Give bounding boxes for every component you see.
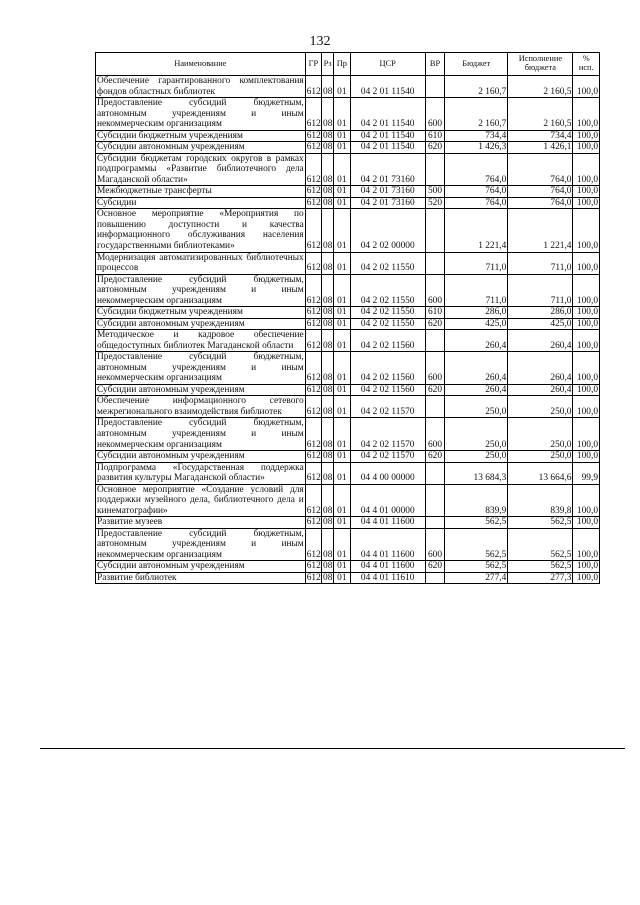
cell-budget: 260,4 [445,330,508,352]
cell-execution: 277,3 [508,572,573,584]
header-percent: % исп. [573,53,600,76]
budget-table [95,52,600,584]
table-row [96,130,600,142]
cell-csr: 04 2 01 11540 [350,142,425,154]
cell-rz: 08 [322,352,334,385]
cell-gr: 612 [305,418,321,451]
cell-gr: 612 [305,274,321,307]
cell-percent: 100,0 [573,528,600,561]
cell-name: Основное мероприятие «Мероприятия по повышению доступности и качества информационного обслуживания населения государственными библиотеками» [97,209,304,251]
cell-pr: 01 [334,318,350,330]
cell-execution: 425,0 [508,318,573,330]
cell-vr [425,396,444,418]
cell-rz: 08 [322,396,334,418]
table-row [96,517,600,529]
cell-csr: 04 2 01 73160 [350,197,425,209]
cell-rz: 08 [322,528,334,561]
header-vr: ВР [425,53,444,76]
cell-csr: 04 2 02 11550 [350,274,425,307]
cell-pr: 01 [334,142,350,154]
cell-csr: 04 2 02 11550 [350,318,425,330]
cell-vr: 620 [425,561,444,573]
cell-gr: 612 [306,384,321,395]
cell-name: Предоставление субсидий бюджетным, автономным учреждениям и иным некоммерческим организациям [97,528,304,560]
cell-rz: 08 [322,76,334,98]
cell-execution: 764,0 [508,153,573,186]
cell-vr: 600 [425,98,444,131]
cell-vr: 500 [425,186,444,198]
cell-pr: 01 [334,352,350,385]
cell-csr: 04 2 02 11550 [350,307,425,319]
cell-execution: 764,0 [508,197,573,209]
header-rz: Рз [322,53,334,76]
cell-budget: 250,0 [445,451,508,463]
cell-csr: 04 2 02 11560 [350,384,425,396]
cell-name: Субсидии автономным учреждениям [96,318,306,330]
cell-execution: 1 221,4 [508,209,573,252]
cell-vr [425,462,444,484]
table-header [96,53,600,76]
cell-rz: 08 [323,197,333,208]
cell-budget: 711,0 [445,274,508,307]
cell-name: Методическое и кадровое обеспечение общедоступных библиотек Магаданской области [97,330,304,351]
table-row [96,462,600,484]
cell-execution: 286,0 [508,307,573,319]
cell-name: Обеспечение гарантированного комплектования фондов областных библиотек [97,76,304,97]
table-body [96,76,600,584]
cell-budget: 1 426,3 [445,142,508,154]
cell-name: Подпрограмма «Государственная поддержка развития культуры Магаданской области» [97,462,304,484]
table-row [96,186,600,198]
cell-csr: 04 2 02 11550 [350,252,425,274]
cell-name: Модернизация автоматизированных библиотечных процессов [97,252,304,274]
cell-percent: 100,0 [573,209,600,252]
table-row [96,330,600,352]
cell-execution: 260,4 [508,384,573,396]
cell-csr: 04 2 01 11540 [350,130,425,142]
cell-percent: 100,0 [573,330,600,352]
cell-budget: 764,0 [445,197,508,209]
cell-pr: 01 [334,186,350,198]
cell-execution: 250,0 [508,418,573,451]
cell-rz: 08 [323,517,333,528]
cell-vr: 620 [425,142,444,154]
cell-budget: 562,5 [445,561,508,573]
cell-budget: 250,0 [445,418,508,451]
cell-vr: 620 [425,451,444,463]
cell-execution: 13 664,6 [508,462,573,484]
cell-percent: 100,0 [573,484,600,517]
cell-percent: 100,0 [573,252,600,274]
cell-csr: 04 2 02 11560 [350,330,425,352]
table-row [96,252,600,274]
cell-csr: 04 2 01 11540 [350,76,425,98]
cell-gr: 612 [305,484,321,517]
cell-pr: 01 [334,209,350,252]
cell-rz: 08 [323,561,333,572]
cell-budget: 1 221,4 [445,209,508,252]
cell-gr: 612 [305,462,321,484]
cell-csr: 04 2 02 11570 [350,451,425,463]
table-row [96,153,600,186]
table-row [96,572,600,584]
cell-vr: 620 [425,384,444,396]
cell-name: Развитие музеев [96,517,306,529]
cell-percent: 100,0 [573,318,600,330]
cell-budget: 260,4 [445,384,508,396]
header-budget: Бюджет [445,53,508,76]
cell-vr [425,330,444,352]
cell-budget: 260,4 [445,352,508,385]
cell-percent: 100,0 [573,98,600,131]
cell-rz: 08 [322,98,334,131]
cell-gr: 612 [305,153,321,186]
cell-percent: 100,0 [573,418,600,451]
cell-name: Субсидии бюджетам городских округов в рамках подпрограммы «Развитие библиотечного дела Магаданской области» [97,153,304,185]
table-row [96,396,600,418]
cell-rz: 08 [322,274,334,307]
cell-execution: 734,4 [508,130,573,142]
cell-pr: 01 [334,330,350,352]
cell-budget: 734,4 [445,130,508,142]
cell-vr: 520 [425,197,444,209]
cell-rz: 08 [323,384,333,395]
cell-budget: 764,0 [445,186,508,198]
cell-budget: 2 160,7 [445,76,508,98]
cell-rz: 08 [322,330,334,352]
header-gr: ГР [305,53,321,76]
cell-rz: 08 [323,451,333,462]
cell-percent: 100,0 [573,572,600,584]
cell-budget: 839,9 [445,484,508,517]
cell-name: Субсидии автономным учреждениям [96,142,306,154]
cell-vr [425,76,444,98]
cell-csr: 04 2 02 11560 [350,352,425,385]
cell-pr: 01 [334,572,350,584]
cell-budget: 13 684,3 [445,462,508,484]
cell-pr: 01 [334,384,350,396]
cell-percent: 100,0 [573,561,600,573]
cell-budget: 2 160,7 [445,98,508,131]
cell-rz: 08 [323,130,333,141]
cell-vr [425,153,444,186]
table-row [96,451,600,463]
cell-pr: 01 [334,418,350,451]
cell-percent: 100,0 [573,352,600,385]
cell-budget: 562,5 [445,528,508,561]
cell-csr: 04 4 01 11600 [350,561,425,573]
cell-vr [425,252,444,274]
header-pr: Пр [334,53,350,76]
cell-rz: 08 [322,462,334,484]
header-execution: Исполнение бюджета [508,53,573,76]
cell-percent: 100,0 [573,142,600,154]
cell-budget: 286,0 [445,307,508,319]
cell-gr: 612 [306,318,321,329]
cell-name: Субсидии бюджетным учреждениям [96,130,306,142]
cell-percent: 100,0 [573,130,600,142]
cell-gr: 612 [306,142,321,153]
cell-gr: 612 [305,209,321,252]
cell-gr: 612 [305,252,321,274]
cell-gr: 612 [305,396,321,418]
cell-execution: 1 426,1 [508,142,573,154]
cell-execution: 2 160,5 [508,98,573,131]
cell-pr: 01 [334,307,350,319]
cell-budget: 277,4 [445,572,508,584]
cell-percent: 100,0 [573,76,600,98]
cell-name: Субсидии автономным учреждениям [96,384,306,396]
cell-csr: 04 2 01 73160 [350,186,425,198]
cell-csr: 04 2 02 11570 [350,396,425,418]
header-csr: ЦСР [350,53,425,76]
cell-name: Основное мероприятие «Создание условий для поддержки музейного дела, библиотечного дела и кинематографии» [97,484,304,516]
cell-percent: 100,0 [573,274,600,307]
cell-csr: 04 4 01 11600 [350,517,425,529]
cell-vr: 620 [425,318,444,330]
cell-execution: 764,0 [508,186,573,198]
table-row [96,142,600,154]
cell-csr: 04 4 01 11610 [350,572,425,584]
table-row [96,528,600,561]
cell-rz: 08 [323,186,333,197]
table-row [96,274,600,307]
cell-pr: 01 [334,98,350,131]
table-row [96,484,600,517]
cell-pr: 01 [334,462,350,484]
cell-execution: 260,4 [508,330,573,352]
cell-csr: 04 2 02 11570 [350,418,425,451]
cell-name: Межбюджетные трансферты [96,186,306,198]
cell-execution: 839,8 [508,484,573,517]
cell-csr: 04 2 01 11540 [350,98,425,131]
cell-pr: 01 [334,197,350,209]
table-row [96,561,600,573]
cell-percent: 100,0 [573,186,600,198]
cell-gr: 612 [305,76,321,98]
cell-vr: 600 [425,528,444,561]
cell-name: Предоставление субсидий бюджетным, автономным учреждениям и иным некоммерческим организациям [97,98,304,130]
cell-gr: 612 [306,561,321,572]
cell-gr: 612 [306,572,321,583]
cell-vr [425,484,444,517]
cell-pr: 01 [334,484,350,517]
cell-percent: 100,0 [573,197,600,209]
cell-vr [425,209,444,252]
cell-budget: 425,0 [445,318,508,330]
cell-budget: 562,5 [445,517,508,529]
table-row [96,76,600,98]
cell-execution: 562,5 [508,517,573,529]
cell-pr: 01 [334,517,350,529]
cell-name: Субсидии автономным учреждениям [96,561,306,573]
header-row [96,53,600,76]
table-row [96,384,600,396]
cell-rz: 08 [323,142,333,153]
cell-vr: 610 [425,307,444,319]
table-row [96,418,600,451]
cell-gr: 612 [306,307,321,318]
cell-rz: 08 [322,153,334,186]
cell-pr: 01 [334,130,350,142]
cell-rz: 08 [323,318,333,329]
cell-execution: 711,0 [508,274,573,307]
page-number: 132 [309,34,331,49]
table-row [96,307,600,319]
cell-gr: 612 [306,130,321,141]
cell-gr: 612 [306,451,321,462]
cell-budget: 764,0 [445,153,508,186]
cell-name: Обеспечение информационного сетевого межрегионального взаимодействия библиотек [97,396,304,417]
cell-pr: 01 [334,561,350,573]
cell-rz: 08 [322,252,334,274]
cell-percent: 99,9 [573,462,600,484]
table-row [96,318,600,330]
cell-gr: 612 [305,98,321,131]
cell-pr: 01 [334,451,350,463]
cell-percent: 100,0 [573,451,600,463]
cell-percent: 100,0 [573,517,600,529]
cell-vr [425,572,444,584]
cell-execution: 711,0 [508,252,573,274]
cell-gr: 612 [305,352,321,385]
bottom-divider [40,748,625,749]
cell-pr: 01 [334,252,350,274]
cell-vr: 600 [425,352,444,385]
cell-gr: 612 [306,517,321,528]
cell-name: Субсидии бюджетным учреждениям [96,307,306,319]
cell-vr: 600 [425,418,444,451]
cell-execution: 260,4 [508,352,573,385]
cell-rz: 08 [322,484,334,517]
cell-execution: 2 160,5 [508,76,573,98]
cell-percent: 100,0 [573,307,600,319]
cell-csr: 04 4 01 00000 [350,484,425,517]
cell-budget: 711,0 [445,252,508,274]
table-row [96,352,600,385]
cell-csr: 04 4 01 11600 [350,528,425,561]
cell-pr: 01 [334,274,350,307]
cell-percent: 100,0 [573,396,600,418]
cell-vr [425,517,444,529]
cell-pr: 01 [334,396,350,418]
cell-rz: 08 [323,307,333,318]
cell-execution: 250,0 [508,451,573,463]
cell-rz: 08 [323,572,333,583]
cell-name: Предоставление субсидий бюджетным, автономным учреждениям и иным некоммерческим организациям [97,352,304,384]
header-name: Наименование [96,53,306,76]
cell-gr: 612 [305,330,321,352]
cell-percent: 100,0 [573,384,600,396]
cell-name: Предоставление субсидий бюджетным, автономным учреждениям и иным некоммерческим организациям [97,418,304,450]
cell-pr: 01 [334,528,350,561]
cell-name: Развитие библиотек [96,572,306,584]
table-row [96,197,600,209]
cell-pr: 01 [334,153,350,186]
cell-execution: 250,0 [508,396,573,418]
table-row [96,209,600,252]
cell-budget: 250,0 [445,396,508,418]
cell-execution: 562,5 [508,561,573,573]
cell-vr: 610 [425,130,444,142]
table-row [96,98,600,131]
cell-execution: 562,5 [508,528,573,561]
cell-gr: 612 [306,197,321,208]
cell-percent: 100,0 [573,153,600,186]
cell-name: Субсидии [96,197,306,209]
cell-gr: 612 [305,528,321,561]
cell-csr: 04 4 00 00000 [350,462,425,484]
cell-name: Предоставление субсидий бюджетным, автономным учреждениям и иным некоммерческим организациям [97,274,304,306]
cell-name: Субсидии автономным учреждениям [96,451,306,463]
cell-csr: 04 2 02 00000 [350,209,425,252]
cell-pr: 01 [334,76,350,98]
cell-gr: 612 [306,186,321,197]
cell-rz: 08 [322,418,334,451]
cell-rz: 08 [322,209,334,252]
cell-vr: 600 [425,274,444,307]
cell-csr: 04 2 01 73160 [350,153,425,186]
